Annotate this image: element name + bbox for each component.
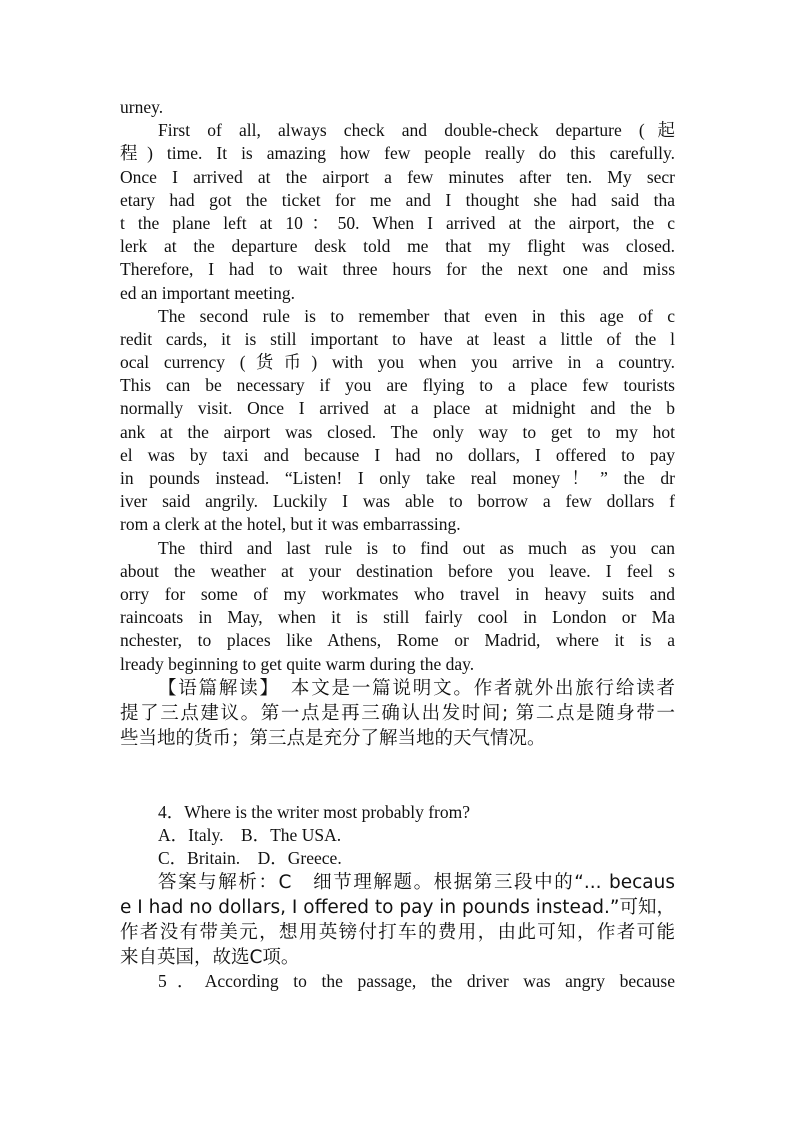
question-5-stem: 5．According to the passage, the driver was angry because (158, 971, 675, 992)
passage-line: lerk at the departure desk told me that my flight was closed. (120, 236, 675, 257)
passage-line: lready beginning to get quite warm during the day. (120, 653, 475, 674)
passage-analysis (120, 676, 675, 751)
passage-line: etary had got the ticket for me and I thought she had said tha (120, 189, 675, 210)
passage-line: in pounds instead. “Listen! I only take real money！” the dr (120, 468, 675, 488)
passage-line: normally visit. Once I arrived at a place at midnight and the b (120, 398, 675, 419)
passage-line: el was by taxi and because I had no dollars, I offered to pay (120, 444, 675, 465)
question-4-options-cd: C．Britain. D．Greece. (158, 848, 342, 869)
answer-line: 答案与解析：C 细节理解题。根据第三段中的“... becaus (158, 872, 675, 894)
passage-line: nchester, to places like Athens, Rome or Madrid, where it is a (120, 630, 675, 651)
answer-line: e I had no dollars, I offered to pay in pounds instead.”可知， (120, 897, 675, 919)
passage-line: ed an important meeting. (120, 282, 295, 303)
passage-line: t the plane left at 10：50. When I arrived at the airport, the c (120, 212, 675, 233)
passage-line: orry for some of my workmates who travel in heavy suits and (120, 583, 675, 604)
question-4 (120, 801, 675, 871)
analysis-line: 提了三点建议。第一点是再三确认出发时间; 第二点是随身带一 (120, 702, 675, 724)
passage-line: ocal currency (货币) with you when you arrive in a country. (120, 352, 675, 373)
passage-line: Therefore, I had to wait three hours for the next one and miss (120, 259, 675, 280)
passage-line: This can be necessary if you are flying to a place few tourists (120, 375, 675, 396)
question-5 (120, 970, 675, 993)
section-gap (120, 751, 675, 801)
question-4-options-ab: A．Italy. B．The USA. (158, 824, 342, 845)
passage-line: about the weather at your destination before you leave. I feel s (120, 560, 675, 581)
document-page (120, 96, 675, 993)
passage-line: The third and last rule is to find out as much as you can (158, 537, 675, 558)
passage-line: Once I arrived at the airport a few minutes after ten. My secr (120, 166, 675, 187)
passage-line: 程) time. It is amazing how few people really do this carefully. (120, 143, 675, 164)
answer-line: 作者没有带美元，想用英镑付打车的费用，由此可知，作者可能 (120, 922, 675, 944)
passage-line: ank at the airport was closed. The only way to get to my hot (120, 421, 675, 442)
passage-line: raincoats in May, when it is still fairly cool in London or Ma (120, 607, 675, 628)
answer-4-explanation (120, 870, 675, 970)
passage-line: First of all, always check and double-check departure (起 (158, 120, 675, 141)
analysis-line: 些当地的货币；第三点是充分了解当地的天气情况。 (120, 727, 546, 749)
question-4-stem: 4．Where is the writer most probably from? (158, 801, 470, 822)
passage-text (120, 96, 675, 676)
passage-line: iver said angrily. Luckily I was able to borrow a few dollars f (120, 491, 675, 512)
passage-line: redit cards, it is still important to have at least a little of the l (120, 328, 675, 349)
passage-line: rom a clerk at the hotel, but it was embarrassing. (120, 514, 461, 535)
passage-line: The second rule is to remember that even in this age of c (158, 305, 675, 326)
answer-line: 来自英国，故选C项。 (120, 947, 300, 969)
analysis-line: 【语篇解读】 本文是一篇说明文。作者就外出旅行给读者 (158, 677, 675, 699)
passage-line: urney. (120, 97, 164, 117)
